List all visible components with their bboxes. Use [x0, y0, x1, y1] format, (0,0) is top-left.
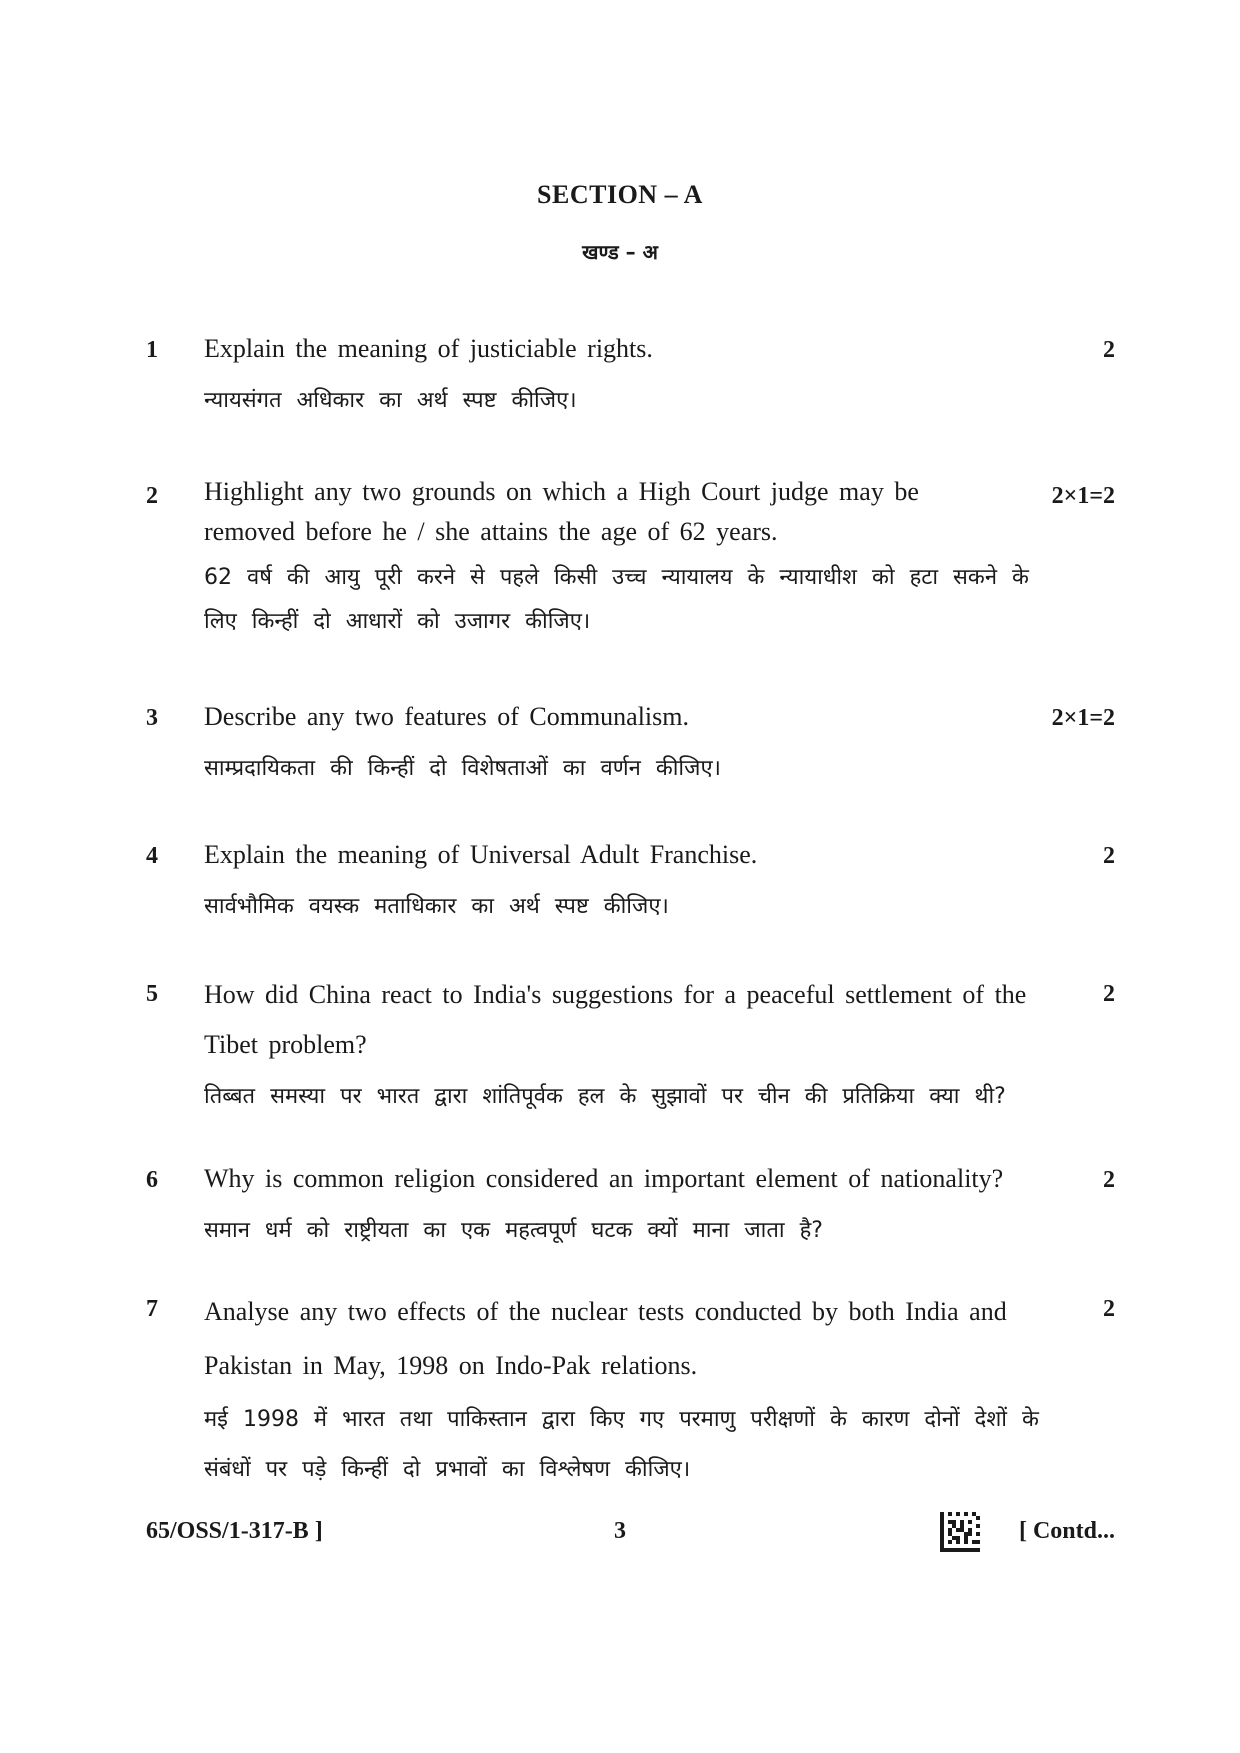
question-text-english: Why is common religion considered an important element of nationality?	[204, 1164, 1004, 1193]
question-marks: 2	[1103, 1167, 1115, 1193]
question-text-english: Explain the meaning of Universal Adult Franchise.	[204, 840, 758, 869]
question-number: 4	[146, 843, 158, 869]
question-text-english: How did China react to India's suggestions for a peaceful settlement of the Tibet problem?	[204, 980, 1027, 1059]
continued-label: [ Contd...	[1018, 1518, 1115, 1544]
question-number: 3	[146, 705, 158, 731]
question-text-hindi: साम्प्रदायिकता की किन्हीं दो विशेषताओं का वर्णन कीजिए।	[204, 756, 721, 781]
question-text-hindi: समान धर्म को राष्ट्रीयता का एक महत्वपूर्ण घटक क्यों माना जाता है?	[204, 1218, 823, 1243]
question-marks: 2×1=2	[1051, 705, 1115, 731]
question-number: 7	[146, 1296, 158, 1322]
question-text-hindi: मई 1998 में भारत तथा पाकिस्तान द्वारा किए गए परमाणु परीक्षणों के कारण दोनों देशों के संबंधों पर पड़े किन्हीं दो प्रभावों का विश्लेषण कीजिए।	[204, 1407, 1039, 1482]
question-marks: 2	[1103, 1296, 1115, 1322]
section-title-hindi: खण्ड – अ	[582, 240, 658, 264]
question-number: 6	[146, 1167, 158, 1193]
question-number: 1	[146, 337, 158, 363]
question-text-hindi: सार्वभौमिक वयस्क मताधिकार का अर्थ स्पष्ट कीजिए।	[204, 894, 669, 919]
question-number: 5	[146, 981, 158, 1007]
question-text-hindi: न्यायसंगत अधिकार का अर्थ स्पष्ट कीजिए।	[204, 388, 577, 413]
question-text-hindi: 62 वर्ष की आयु पूरी करने से पहले किसी उच्च न्यायालय के न्यायाधीश को हटा सकने के लिए किन्हीं दो आधारों को उजागर कीजिए।	[204, 565, 1029, 634]
section-title: SECTION – A	[537, 180, 703, 209]
question-text-english: Describe any two features of Communalism.	[204, 702, 689, 731]
question-text-english: Analyse any two effects of the nuclear tests conducted by both India and Pakistan in May, 1998 on Indo-Pak relations.	[204, 1297, 1007, 1380]
page-number: 3	[614, 1518, 626, 1544]
question-text-english: Highlight any two grounds on which a High Court judge may be removed before he / she attains the age of 62 years.	[204, 477, 919, 546]
question-text-english: Explain the meaning of justiciable rights.	[204, 334, 653, 363]
question-marks: 2	[1103, 843, 1115, 869]
question-number: 2	[146, 483, 158, 509]
paper-code: 65/OSS/1-317-B ]	[146, 1518, 323, 1544]
question-marks: 2	[1103, 337, 1115, 363]
question-marks: 2×1=2	[1051, 483, 1115, 509]
question-marks: 2	[1103, 981, 1115, 1007]
question-text-hindi: तिब्बत समस्या पर भारत द्वारा शांतिपूर्वक हल के सुझावों पर चीन की प्रतिक्रिया क्या थी?	[204, 1084, 1006, 1109]
qr-code-icon	[940, 1512, 980, 1552]
